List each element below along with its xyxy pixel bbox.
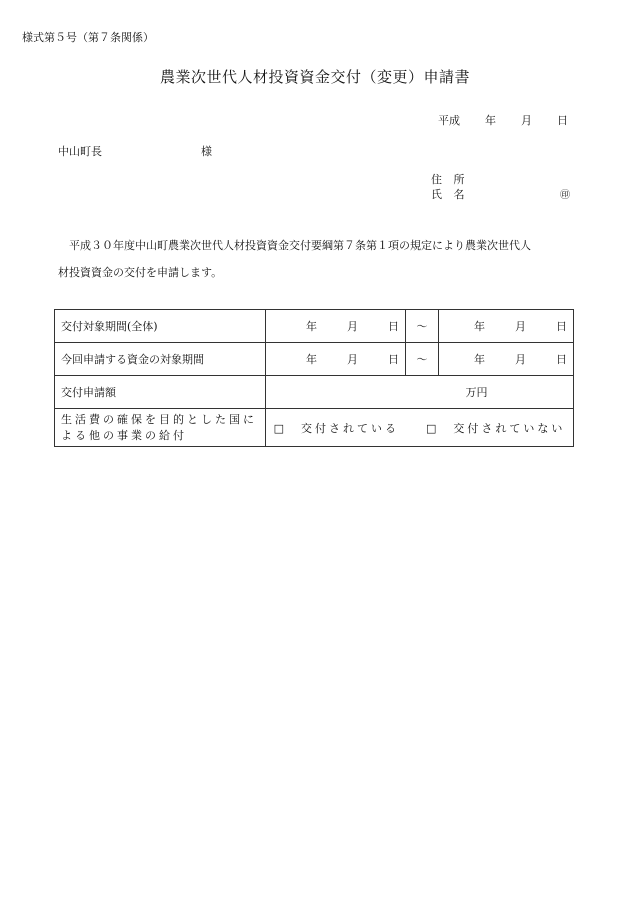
- amount-unit: 万円: [465, 386, 488, 399]
- addressee-honorific: 様: [201, 145, 212, 158]
- year-unit: 年: [474, 320, 485, 333]
- benefit-label: 生活費の確保を目的とした国による他の事業の給付: [55, 409, 266, 447]
- day-unit: 日: [556, 320, 567, 333]
- option-received-checkbox[interactable]: □ 交付されている: [273, 421, 399, 435]
- date-era: 平成: [438, 114, 460, 127]
- table-row: [55, 409, 574, 447]
- date-day: 日: [557, 114, 568, 127]
- table-row: [55, 343, 574, 376]
- application-table: [54, 309, 574, 447]
- address-label: 住 所: [431, 173, 469, 186]
- day-unit: 日: [388, 353, 399, 366]
- period-current-start[interactable]: [266, 343, 406, 376]
- date-year: 年: [485, 114, 496, 127]
- month-unit: 月: [515, 353, 526, 366]
- table-row: [55, 310, 574, 343]
- amount-label: 交付申請額: [55, 376, 266, 409]
- date-month: 月: [521, 114, 532, 127]
- month-unit: 月: [515, 320, 526, 333]
- form-number: 様式第５号（第７条関係）: [22, 31, 154, 44]
- period-total-end[interactable]: [439, 310, 574, 343]
- range-separator: ～: [406, 310, 439, 343]
- day-unit: 日: [556, 353, 567, 366]
- table-row: [55, 376, 574, 409]
- option-not-received-checkbox[interactable]: □ 交付されていない: [426, 421, 566, 435]
- day-unit: 日: [388, 320, 399, 333]
- addressee-name: 中山町長: [58, 145, 102, 158]
- year-unit: 年: [474, 353, 485, 366]
- statement-line-2: 材投資資金の交付を申請します。: [58, 266, 223, 279]
- year-unit: 年: [306, 353, 317, 366]
- month-unit: 月: [347, 320, 358, 333]
- period-current-end[interactable]: [439, 343, 574, 376]
- period-total-start[interactable]: [266, 310, 406, 343]
- benefit-options: [266, 409, 574, 447]
- period-current-label: 今回申請する資金の対象期間: [55, 343, 266, 376]
- month-unit: 月: [347, 353, 358, 366]
- statement-line-1: 平成３０年度中山町農業次世代人材投資資金交付要綱第７条第１項の規定により農業次世代人: [69, 239, 531, 252]
- period-total-label: 交付対象期間(全体): [55, 310, 266, 343]
- document-title: 農業次世代人材投資資金交付（変更）申請書: [159, 68, 470, 86]
- range-separator: ～: [406, 343, 439, 376]
- application-statement: [58, 232, 578, 286]
- amount-field[interactable]: [266, 376, 574, 409]
- year-unit: 年: [306, 320, 317, 333]
- seal-mark: ㊞: [560, 190, 570, 201]
- name-label: 氏 名: [431, 188, 469, 201]
